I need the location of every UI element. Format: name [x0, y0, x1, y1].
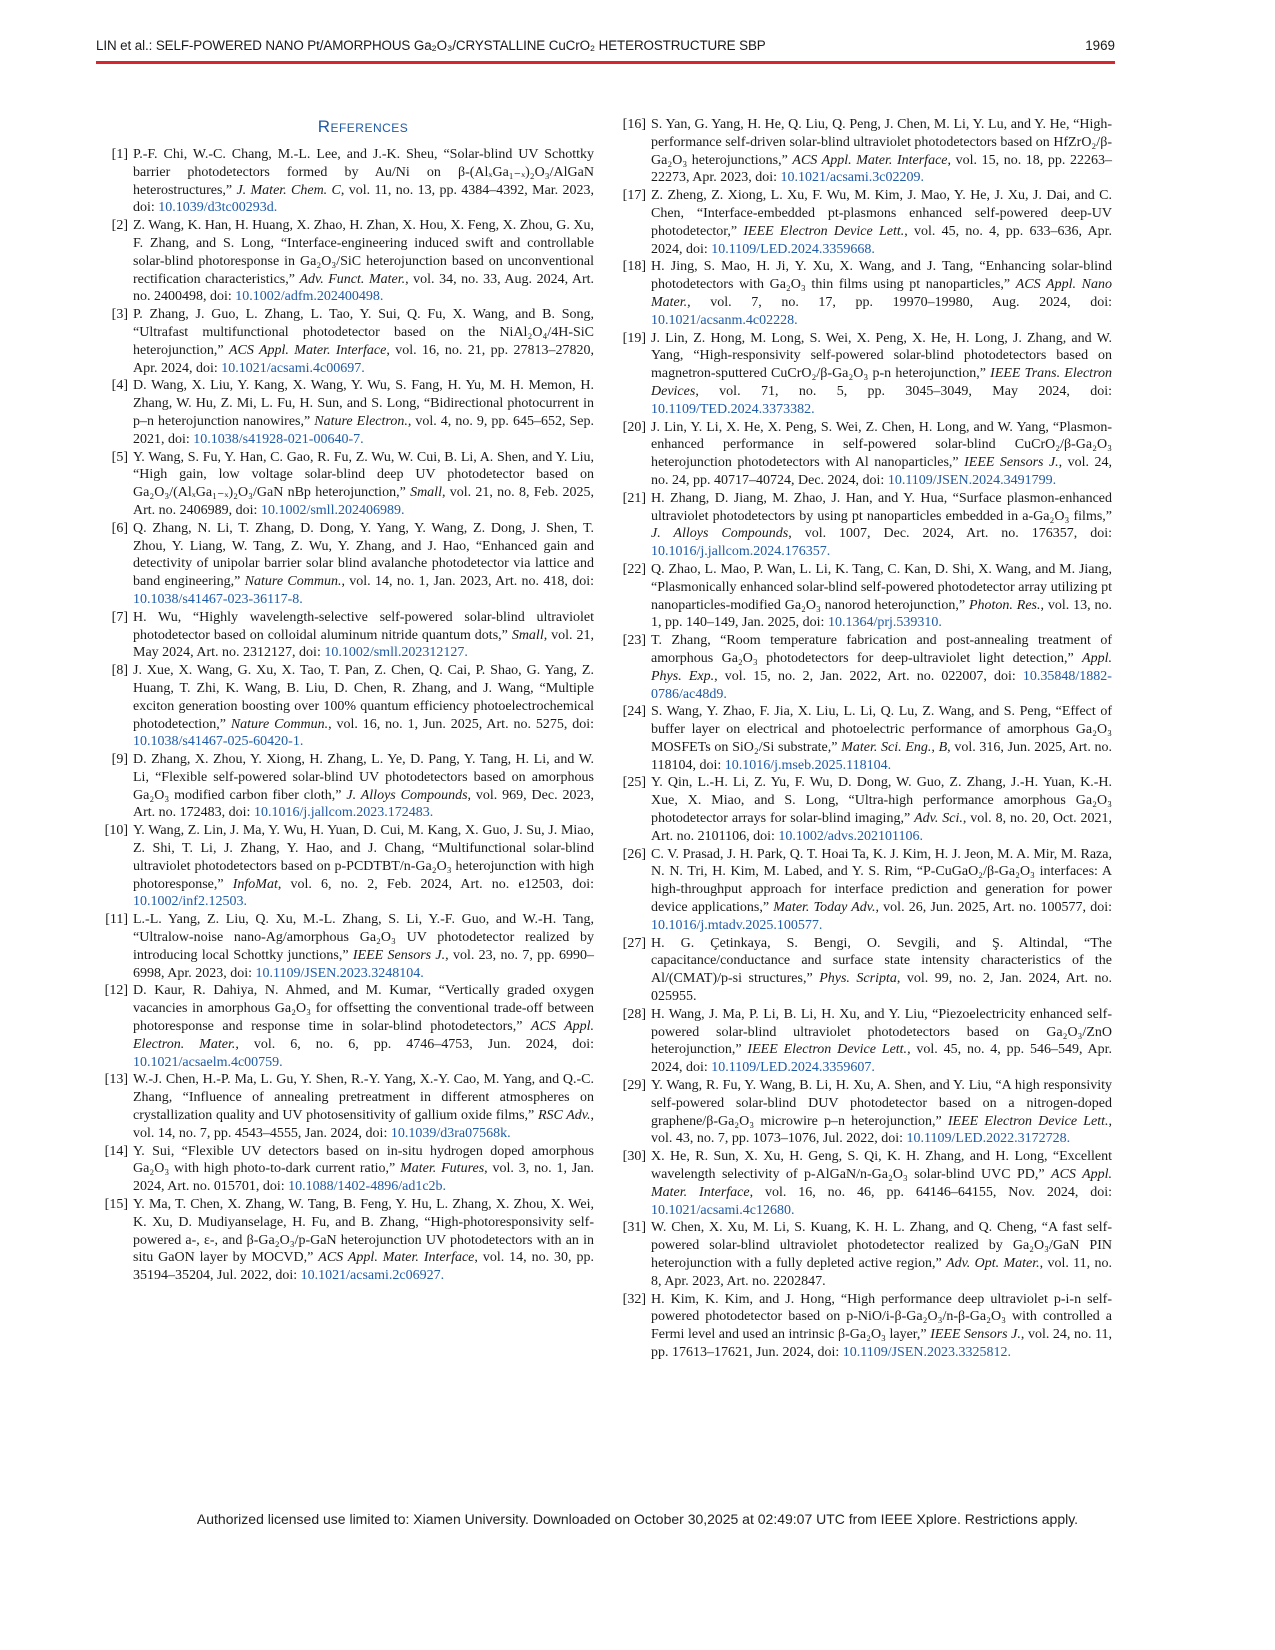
reference-item: [102, 1196, 594, 1285]
reference-item: [620, 846, 1112, 935]
reference-journal: ACS Appl. Mater. Interface: [228, 342, 387, 358]
reference-authors-title: C. V. Prasad, J. H. Park, Q. T. Hoai Ta, K. J. Kim, H. J. Jeon, M. A. Mir, M. Raza, N. N. Tri, H. Kim, M. Labed, and Y. S. Rim, “P-CuGaO₂/β-Ga₂O₃ interfaces: A high-throughput approach for interface prediction and generation for power device applications,”: [651, 846, 1112, 916]
reference-authors-title: Y. Qin, L.-H. Li, Z. Yu, F. Wu, D. Dong, W. Guo, Z. Zhang, J.-H. Yuan, K.-H. Xue, X. Miao, and S. Long, “Ultra-high performance amorphous Ga₂O₃ photodetector arrays for solar-blind imaging,”: [651, 775, 1112, 827]
license-footer: Authorized licensed use limited to: Xiamen University. Downloaded on October 30,2025 at 02:49:07 UTC from IEEE Xplore. Restrictions apply.: [196, 1511, 1079, 1527]
reference-journal: J. Mater. Chem. C: [236, 182, 341, 198]
reference-authors-title: Y. Wang, R. Fu, Y. Wang, B. Li, H. Xu, A. Shen, and Y. Liu, “A high responsivity self-powered solar-blind DUV photodetector based on a nitrogen-doped graphene/β-Ga₂O₃ microwire p–n heterojunction,”: [651, 1078, 1112, 1129]
reference-authors-title: W.-J. Chen, H.-P. Ma, L. Gu, Y. Shen, R.-Y. Yang, X.-Y. Cao, M. Yang, and Q.-C. Zhang, “Influence of annealing pretreatment in different atmospheres on crystallization quality and UV photosensitivity of gallium oxide films,”: [133, 1072, 594, 1124]
reference-item: [620, 330, 1112, 419]
reference-details: , vol. 24, no. 11, pp. 17613–17621, Jun. 2024, doi:: [651, 1327, 1112, 1360]
reference-authors-title: H. Wu, “Highly wavelength-selective self-powered solar-blind ultraviolet photodetector based on colloidal aluminum nitride quantum dots,”: [133, 609, 594, 643]
reference-number: [28]: [622, 1006, 646, 1022]
doi-link[interactable]: 10.1039/d3ra07568k.: [390, 1125, 511, 1141]
reference-authors-title: T. Zhang, “Room temperature fabrication and post-annealing treatment of amorphous Ga₂O₃ photodetectors for deep-ultraviolet light detection,”: [651, 633, 1112, 666]
reference-journal: InfoMat: [232, 876, 278, 892]
reference-authors-title: Y. Sui, “Flexible UV detectors based on in-situ hydrogen doped amorphous Ga₂O₃ with high photo-to-dark current ratio,”: [133, 1143, 594, 1177]
reference-details: , vol. 14, no. 1, Jan. 2023, Art. no. 418, doi:: [341, 574, 594, 590]
reference-journal: IEEE Sensors J.: [352, 947, 446, 963]
reference-number: [9]: [111, 752, 128, 768]
doi-link[interactable]: 10.1002/adfm.202400498.: [235, 289, 384, 305]
reference-authors-title: D. Zhang, X. Zhou, Y. Xiong, H. Zhang, L. Ye, D. Pang, Y. Tang, H. Li, and W. Li, “Flexible self-powered solar-blind UV photodetectors based on amorphous Ga₂O₃ modified carbon fiber cloth,”: [133, 752, 594, 803]
reference-authors-title: H. Wang, J. Ma, P. Li, B. Li, H. Xu, and Y. Liu, “Piezoelectricity enhanced self-powered solar-blind ultraviolet photodetectors based on Ga₂O₃/ZnO heterojunction,”: [651, 1006, 1112, 1058]
reference-number: [17]: [622, 188, 646, 204]
doi-link[interactable]: 10.1016/j.jallcom.2024.176357.: [651, 544, 831, 560]
reference-details: , vol. 99, no. 2, Jan. 2024, Art. no. 025955.: [651, 971, 1112, 1005]
reference-journal: Nature Electron.: [314, 413, 408, 429]
reference-number: [1]: [111, 147, 128, 162]
reference-authors-title: Y. Wang, Z. Lin, J. Ma, Y. Wu, H. Yuan, D. Cui, M. Kang, X. Guo, J. Su, J. Miao, Z. Shi, T. Li, J. Zhang, Y. Hao, and J. Chang, “Multifunctional solar-blind ultraviolet photodetectors based on p-PCDTBT/n-Ga₂O₃ heterojunction with high photoresponse,”: [133, 823, 594, 892]
reference-journal: IEEE Trans. Electron Devices: [651, 366, 1112, 399]
reference-authors-title: S. Wang, Y. Zhao, F. Jia, X. Liu, L. Li, Q. Lu, Z. Wang, and S. Peng, “Effect of buffer layer on electrical and photoelectric performance of amorphous Ga₂O₃ MOSFETs on SiO₂/Si substrate,”: [651, 704, 1112, 755]
reference-item: [102, 982, 594, 1071]
reference-details: , vol. 15, no. 18, pp. 22263–22273, Apr. 2023, doi:: [651, 152, 1112, 186]
reference-journal: J. Alloys Compounds: [346, 787, 468, 803]
reference-number: [20]: [622, 419, 646, 435]
doi-link[interactable]: 10.1038/s41467-023-36117-8.: [133, 591, 303, 607]
reference-number: [29]: [622, 1078, 646, 1094]
reference-item: [102, 609, 594, 662]
reference-details: , vol. 11, no. 8, Apr. 2023, Art. no. 2202847.: [651, 1256, 1112, 1289]
reference-journal: Appl. Phys. Exp.: [651, 650, 1112, 684]
reference-authors-title: Z. Zheng, Z. Xiong, L. Xu, F. Wu, M. Kim, J. Mao, Y. He, J. Xu, J. Dai, and C. Chen, “Interface-embedded pt-plasmons enhanced self-powered deep-UV photodetector,”: [651, 188, 1112, 239]
reference-details: , vol. 15, no. 2, Jan. 2022, Art. no. 022007, doi:: [714, 668, 1023, 684]
reference-authors-title: W. Chen, X. Xu, M. Li, S. Kuang, K. H. L. Zhang, and Q. Cheng, “A fast self-powered solar-blind ultraviolet photodetector realized by Ga₂O₃/GaN PIN heterojunction with a fully depleted active region,”: [651, 1220, 1112, 1271]
reference-number: [16]: [622, 117, 646, 132]
doi-link[interactable]: 10.1038/s41467-025-60420-1.: [133, 734, 304, 750]
reference-number: [32]: [622, 1291, 646, 1307]
reference-journal: RSC Adv.: [537, 1108, 591, 1124]
reference-number: [21]: [622, 490, 646, 506]
reference-journal: Mater. Sci. Eng., B: [841, 739, 948, 755]
reference-journal: Nature Commun.: [230, 716, 329, 732]
reference-details: , vol. 14, no. 7, pp. 4543–4555, Jan. 2024, doi:: [133, 1108, 594, 1141]
reference-number: [10]: [104, 823, 128, 839]
reference-journal: IEEE Electron Device Lett.: [947, 1113, 1109, 1129]
reference-journal: Nature Commun.: [244, 574, 342, 590]
reference-authors-title: D. Wang, X. Liu, Y. Kang, X. Wang, Y. Wu, S. Fang, H. Yu, M. H. Memon, H. Zhang, W. Hu, Z. Mi, L. Fu, H. Sun, and S. Long, “Bidirectional photocurrent in p–n heterojunction nanowires,”: [133, 378, 594, 429]
reference-journal: ACS Appl. Nano Mater.: [651, 277, 1112, 310]
reference-details: , vol. 4, no. 9, pp. 645–652, Sep. 2021, doi:: [133, 413, 595, 447]
reference-item: [102, 306, 594, 377]
doi-link[interactable]: 10.1002/advs.202101106.: [778, 828, 923, 844]
reference-authors-title: H. Jing, S. Mao, H. Ji, Y. Xu, X. Wang, and J. Tang, “Enhancing solar-blind photodetectors with Ga₂O₃ thin films using pt nanoparticles,”: [651, 259, 1112, 293]
reference-number: [4]: [111, 378, 128, 394]
reference-journal: Adv. Funct. Mater.: [299, 271, 406, 287]
reference-details: , vol. 3, no. 1, Jan. 2024, Art. no. 015701, doi:: [133, 1161, 595, 1195]
reference-details: , vol. 16, no. 21, pp. 27813–27820, Apr. 2024, doi:: [133, 342, 594, 376]
reference-item: [620, 561, 1112, 632]
reference-item: [102, 520, 594, 609]
reference-details: , vol. 71, no. 5, pp. 3045–3049, May 2024, doi:: [695, 383, 1112, 399]
reference-journal: Adv. Sci.: [914, 811, 963, 827]
reference-authors-title: Q. Zhao, L. Mao, P. Wan, L. Li, K. Tang, C. Kan, D. Shi, X. Wang, and M. Jiang, “Plasmonically enhanced solar-blind self-powered photodetector array utilizing pt nanoparticles-modified Ga₂O₃ nanorod heterojunction,”: [651, 561, 1112, 613]
reference-journal: ACS Appl. Mater. Interface: [651, 1167, 1113, 1200]
reference-authors-title: Y. Ma, T. Chen, X. Zhang, W. Tang, B. Feng, Y. Hu, L. Zhang, X. Zhou, X. Wei, K. Xu, D. Mudiyanselage, H. Fu, and B. Zhang, “High-photoresponsivity self-powered a-, ε-, and β-Ga₂O₃/p-GaN heterojunction UV photodetectors with an in situ GaON layer by MOCVD,”: [133, 1197, 594, 1266]
reference-journal: IEEE Electron Device Lett.: [747, 1042, 908, 1058]
reference-details: , vol. 45, no. 4, pp. 546–549, Apr. 2024, doi:: [651, 1042, 1113, 1076]
reference-details: , vol. 16, no. 46, pp. 64146–64155, Nov. 2024, doi:: [749, 1184, 1112, 1200]
reference-details: , vol. 26, Jun. 2025, Art. no. 100577, doi:: [875, 900, 1112, 916]
reference-item: [620, 258, 1112, 329]
reference-number: [19]: [622, 330, 646, 346]
reference-details: , vol. 43, no. 7, pp. 1073–1076, Jul. 2022, doi:: [651, 1113, 1112, 1147]
doi-link[interactable]: 10.1109/LED.2024.3359668.: [711, 241, 875, 257]
reference-details: , vol. 21, no. 8, Feb. 2025, Art. no. 2406989, doi:: [133, 485, 594, 518]
reference-item: [102, 751, 594, 822]
doi-link[interactable]: 10.1002/smll.202312127.: [324, 645, 468, 661]
reference-item: [620, 419, 1112, 490]
reference-item: [620, 774, 1112, 845]
reference-number: [7]: [111, 609, 128, 625]
doi-link[interactable]: 10.1109/JSEN.2023.3248104.: [255, 965, 424, 981]
section-title: References: [317, 117, 409, 136]
reference-item: [102, 146, 594, 217]
reference-authors-title: H. Zhang, D. Jiang, M. Zhao, J. Han, and Y. Hua, “Surface plasmon-enhanced ultraviolet photodetectors by using pt nanoparticles embedded in a-Ga₂O₃ films,”: [651, 490, 1112, 524]
reference-details: , vol. 7, no. 17, pp. 19970–19980, Aug. 2024, doi:: [687, 294, 1112, 310]
reference-number: [30]: [622, 1149, 646, 1165]
reference-number: [25]: [622, 775, 646, 791]
reference-journal: Small: [410, 485, 442, 501]
reference-item: [102, 217, 594, 306]
reference-number: [31]: [622, 1220, 646, 1236]
reference-number: [5]: [111, 449, 128, 465]
left-column: [102, 116, 594, 1285]
reference-journal: Mater. Futures: [400, 1161, 485, 1177]
reference-details: , vol. 1007, Dec. 2024, Art. no. 176357, doi:: [788, 526, 1112, 542]
reference-item: [620, 1291, 1112, 1362]
reference-details: , vol. 11, no. 13, pp. 4384–4392, Mar. 2023, doi:: [133, 182, 595, 216]
reference-item: [620, 632, 1112, 703]
reference-journal: ACS Appl. Electron. Mater.: [133, 1019, 595, 1052]
right-column: [620, 116, 1112, 1362]
reference-item: [620, 1006, 1112, 1077]
doi-link[interactable]: 10.1364/prj.539310.: [827, 615, 942, 631]
reference-journal: ACS Appl. Mater. Interface: [318, 1250, 475, 1266]
reference-authors-title: Q. Zhang, N. Li, T. Zhang, D. Dong, Y. Yang, Y. Wang, Z. Dong, J. Shen, T. Zhou, Y. Liang, W. Tang, Z. Wu, Y. Zhang, and J. Hao, “Enhanced gain and detectivity of unipolar barrier solar blind avalanche photodetector via lattice and band engineering,”: [133, 520, 594, 590]
reference-number: [27]: [622, 935, 646, 951]
reference-authors-title: J. Lin, Z. Hong, M. Long, S. Wei, X. Peng, X. He, H. Long, J. Zhang, and W. Yang, “High-responsivity self-powered solar-blind photodetectors based on magnetron-sputtered CuCrO₂/β-Ga₂O₃ p-n heterojunction,”: [651, 330, 1112, 382]
reference-details: , vol. 969, Dec. 2023, Art. no. 172483, doi:: [133, 787, 594, 821]
reference-journal: Phys. Scripta: [819, 971, 897, 987]
running-header: LIN et al.: SELF-POWERED NANO Pt/AMORPHOUS Ga₂O₃/CRYSTALLINE CuCrO₂ HETEROSTRUCTURE SBP: [96, 38, 766, 53]
reference-authors-title: P. Zhang, J. Guo, L. Zhang, L. Tao, Y. Sui, Q. Fu, X. Wang, and B. Song, “Ultrafast multifunctional photodetector based on the NiAl₂O₄/4H-SiC heterojunction,”: [133, 307, 594, 358]
doi-link[interactable]: 10.1109/LED.2022.3172728.: [906, 1131, 1071, 1147]
reference-number: [23]: [622, 633, 646, 649]
reference-authors-title: J. Xue, X. Wang, G. Xu, X. Tao, T. Pan, Z. Chen, Q. Cai, P. Shao, G. Yang, Z. Huang, T. Zhi, K. Wang, B. Liu, D. Chen, R. Zhang, and J. Wang, “Multiple exciton generation boosting over 100% quantum efficiency photoelectrochemical photodetection,”: [133, 663, 594, 732]
reference-number: [18]: [622, 259, 646, 275]
reference-number: [13]: [104, 1072, 128, 1088]
doi-link[interactable]: 10.1002/inf2.12503.: [133, 894, 247, 910]
reference-number: [2]: [111, 218, 128, 234]
reference-number: [26]: [622, 846, 646, 862]
doi-link[interactable]: 10.1088/1402-4896/ad1c2b.: [288, 1179, 447, 1195]
reference-number: [12]: [104, 983, 128, 999]
reference-number: [22]: [622, 561, 646, 577]
doi-link[interactable]: 10.1021/acsami.4c12680.: [651, 1202, 795, 1218]
reference-number: [15]: [104, 1197, 128, 1213]
reference-item: [102, 662, 594, 751]
doi-link[interactable]: 10.1002/smll.202406989.: [260, 502, 405, 518]
reference-item: [102, 911, 594, 982]
reference-item: [620, 1148, 1112, 1219]
reference-authors-title: S. Yan, G. Yang, H. He, Q. Liu, Q. Peng, J. Chen, M. Li, Y. Lu, and Y. He, “High-performance self-driven solar-blind ultraviolet photodetectors based on HfZrO₂/β-Ga₂O₃ heterojunctions,”: [651, 117, 1112, 168]
reference-details: , vol. 34, no. 33, Aug. 2024, Art. no. 2400498, doi:: [133, 271, 594, 305]
reference-details: , vol. 23, no. 7, pp. 6990–6998, Apr. 2023, doi:: [133, 947, 594, 981]
doi-link[interactable]: 10.1109/LED.2024.3359607.: [711, 1060, 875, 1076]
doi-link[interactable]: 10.1021/acsami.3c02209.: [780, 170, 924, 186]
doi-link[interactable]: 10.1109/JSEN.2024.3491799.: [887, 472, 1057, 488]
doi-link[interactable]: 10.1016/j.mseb.2025.118104.: [724, 757, 892, 773]
reference-number: [8]: [111, 663, 128, 679]
reference-authors-title: D. Kaur, R. Dahiya, N. Ahmed, and M. Kumar, “Vertically graded oxygen vacancies in amorphous Ga₂O₃ for offsetting the conventional trade-off between photoresponse and response time in solar-blind photodetectors,”: [133, 983, 594, 1035]
reference-journal: Mater. Today Adv.: [773, 900, 876, 916]
reference-number: [14]: [104, 1143, 128, 1159]
doi-link[interactable]: 10.1021/acsami.2c06927.: [300, 1268, 445, 1284]
reference-details: , vol. 8, no. 20, Oct. 2021, Art. no. 2101106, doi:: [651, 811, 1113, 844]
reference-details: , vol. 14, no. 30, pp. 35194–35204, Jul. 2022, doi:: [133, 1250, 595, 1284]
doi-link[interactable]: 10.1016/j.mtadv.2025.100577.: [651, 917, 823, 933]
reference-number: [24]: [622, 704, 646, 720]
reference-item: [102, 1143, 594, 1196]
reference-authors-title: J. Lin, Y. Li, X. He, X. Peng, S. Wei, Z. Chen, H. Long, and W. Yang, “Plasmon-enhanced performance in self-powered solar-blind CuCrO₂/β-Ga₂O₃ heterojunction photodetectors with Al nanoparticles,”: [651, 419, 1112, 471]
reference-journal: IEEE Sensors J.: [930, 1327, 1021, 1343]
reference-details: , vol. 24, no. 24, pp. 40717–40724, Dec. 2024, doi:: [651, 455, 1113, 488]
reference-journal: Adv. Opt. Mater.: [946, 1256, 1040, 1271]
reference-authors-title: Z. Wang, K. Han, H. Huang, X. Zhao, H. Zhan, X. Hou, X. Feng, X. Zhou, G. Xu, F. Zhang, and S. Long, “Interface-engineering induced swift and controllable solar-blind photoresponse in Ga₂O₃/SiC heterojunction based on unconventional rectification characteristics,”: [133, 218, 594, 287]
reference-item: [620, 187, 1112, 258]
reference-details: , vol. 13, no. 1, pp. 140–149, Jan. 2025, doi:: [651, 597, 1112, 631]
reference-authors-title: P.-F. Chi, W.-C. Chang, M.-L. Lee, and J.-K. Sheu, “Solar-blind UV Schottky barrier photodetectors formed by Au/Ni on β-(AlₓGa₁₋ₓ)₂O₃/AlGaN heterostructures,”: [133, 147, 594, 198]
reference-item: [102, 449, 594, 520]
reference-item: [102, 377, 594, 448]
reference-item: [620, 1077, 1112, 1148]
doi-link[interactable]: 10.1021/acsanm.4c02228.: [651, 312, 798, 328]
reference-item: [620, 703, 1112, 774]
reference-item: [102, 1071, 594, 1142]
reference-details: , vol. 6, no. 2, Feb. 2024, Art. no. e12503, doi:: [277, 876, 594, 892]
reference-item: [620, 935, 1112, 1006]
reference-authors-title: H. Kim, K. Kim, and J. Hong, “High performance deep ultraviolet p-i-n self-powered photodetector based on p-NiO/i-β-Ga₂O₃/n-β-Ga₂O₃ with controlled a Fermi level and used an intrinsic β-Ga₂O₃ layer,”: [651, 1291, 1112, 1343]
doi-link[interactable]: 10.1109/TED.2024.3373382.: [651, 401, 815, 417]
doi-link[interactable]: 10.1016/j.jallcom.2023.172483.: [253, 805, 434, 821]
reference-journal: Photon. Res.: [968, 597, 1041, 613]
reference-journal: J. Alloys Compounds: [651, 526, 789, 542]
doi-link[interactable]: 10.1109/JSEN.2023.3325812.: [842, 1344, 1012, 1360]
reference-item: [620, 1219, 1112, 1290]
header-rule: [96, 61, 1115, 64]
reference-journal: IEEE Electron Device Lett.: [743, 223, 905, 239]
reference-journal: Small: [511, 627, 544, 643]
reference-journal: ACS Appl. Mater. Interface: [792, 152, 948, 168]
reference-journal: IEEE Sensors J.: [964, 455, 1059, 471]
reference-authors-title: H. G. Çetinkaya, S. Bengi, O. Sevgili, and Ş. Altindal, “The capacitance/conductance and surface state intensity characteristics of the Al/(CMAT)/p-si structures,”: [651, 935, 1112, 987]
reference-item: [102, 822, 594, 911]
reference-authors-title: X. He, R. Sun, X. Xu, H. Geng, S. Qi, K. H. Zhang, and H. Long, “Excellent wavelength selectivity of p-AlGaN/n-Ga₂O₃ solar-blind UVC PD,”: [651, 1149, 1112, 1183]
doi-link[interactable]: 10.1021/acsaelm.4c00759.: [133, 1054, 283, 1070]
reference-details: , vol. 6, no. 6, pp. 4746–4753, Jun. 2024, doi:: [235, 1036, 594, 1052]
reference-details: , vol. 21, May 2024, Art. no. 2312127, doi:: [133, 627, 594, 661]
reference-details: , vol. 45, no. 4, pp. 633–636, Apr. 2024, doi:: [651, 223, 1113, 257]
reference-number: [11]: [105, 912, 128, 928]
reference-number: [3]: [111, 307, 128, 323]
page-number: 1969: [1085, 38, 1115, 53]
doi-link[interactable]: 10.1039/d3tc00293d.: [158, 200, 278, 216]
doi-link[interactable]: 10.35848/1882-0786/ac48d9.: [651, 668, 1112, 702]
reference-authors-title: L.-L. Yang, Z. Liu, Q. Xu, M.-L. Zhang, S. Li, Y.-F. Guo, and W.-H. Tang, “Ultralow-noise nano-Ag/amorphous Ga₂O₃ UV photodetector realized by introducing local Schottky junctions,”: [133, 912, 594, 963]
reference-number: [6]: [111, 520, 128, 536]
reference-item: [620, 490, 1112, 561]
doi-link[interactable]: 10.1038/s41928-021-00640-7.: [193, 431, 364, 447]
reference-authors-title: Y. Wang, S. Fu, Y. Han, C. Gao, R. Fu, Z. Wu, W. Cui, B. Li, A. Shen, and Y. Liu, “High gain, low voltage solar-blind deep UV photodetector based on Ga₂O₃/(AlₓGa₁₋ₓ)₂O₃/GaN nBp heterojunction,”: [133, 449, 594, 501]
reference-item: [620, 116, 1112, 187]
doi-link[interactable]: 10.1021/acsami.4c00697.: [221, 360, 365, 376]
reference-details: , vol. 16, no. 1, Jun. 2025, Art. no. 5275, doi:: [328, 716, 595, 732]
reference-details: , vol. 316, Jun. 2025, Art. no. 118104, doi:: [651, 739, 1113, 773]
